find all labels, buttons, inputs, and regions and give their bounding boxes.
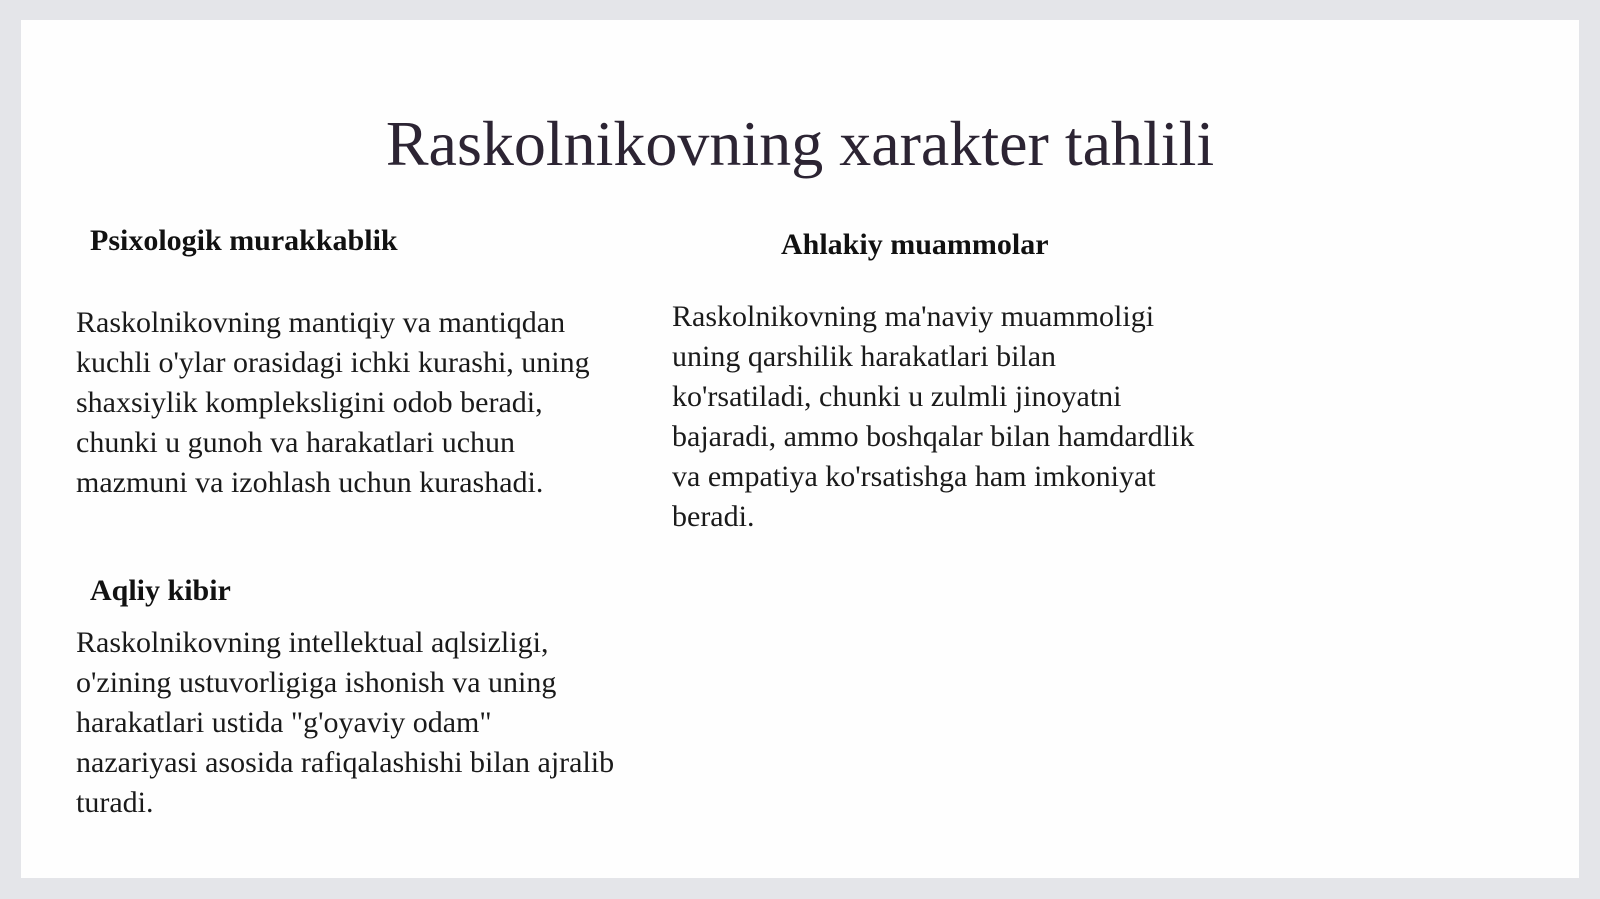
section-text-moral-problems: Raskolnikovning ma'naviy muammoligi uning qarshilik harakatlari bilan ko'rsatiladi, chunki u zulmli jinoyatni bajaradi, ammo boshqalar bilan hamdardlik va empatiya ko'rsatishga ham imkoniyat beradi. xyxy=(672,300,1195,533)
section-text-intellectual-arrogance: Raskolnikovning intellektual aqlsizligi, o'zining ustuvorligiga ishonish va uning harakatlari ustida "g'oyaviy odam" nazariyasi asosida rafiqalashishi bilan ajralib turadi. xyxy=(76,626,615,819)
section-heading-intellectual-arrogance: Aqliy kibir xyxy=(90,574,231,607)
section-text-psychological-complexity: Raskolnikovning mantiqiy va mantiqdan kuchli o'ylar orasidagi ichki kurashi, uning shaxsiylik kompleksligini odob beradi, chunki u gunoh va harakatlari uchun mazmuni va izohlash uchun kurashadi. xyxy=(76,306,590,499)
slide-title: Raskolnikovning xarakter tahlili xyxy=(385,108,1215,179)
section-heading-moral-problems: Ahlakiy muammolar xyxy=(781,228,1049,261)
section-heading-psychological-complexity: Psixologik murakkablik xyxy=(90,224,398,257)
